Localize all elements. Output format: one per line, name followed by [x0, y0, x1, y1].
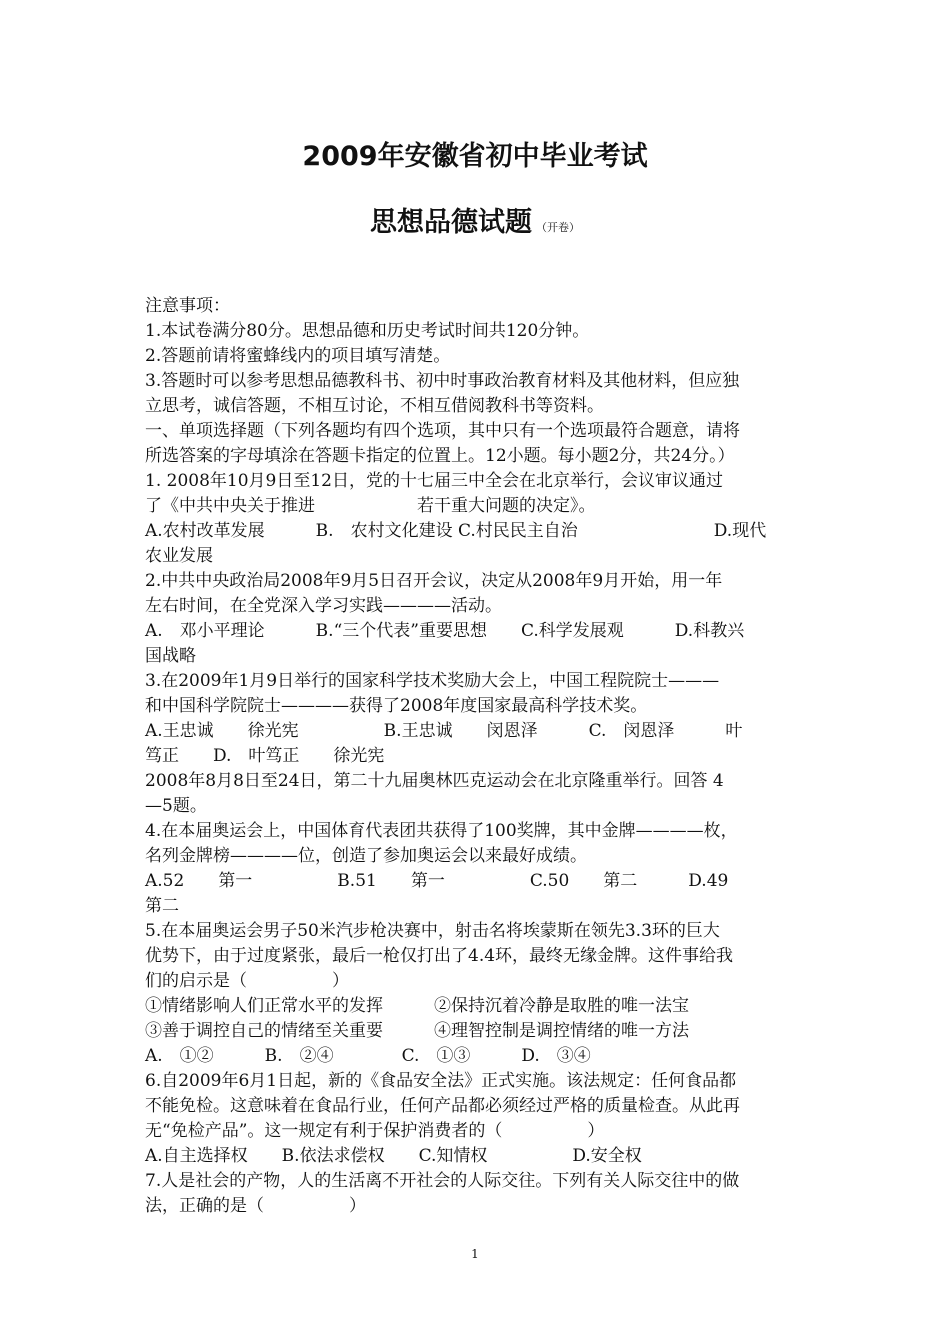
text-line: 4.在本届奥运会上，中国体育代表团共获得了100奖牌，其中金牌————枚， [145, 821, 738, 841]
statement-line: ③善于调控自己的情绪至关重要 ④理智控制是调控情绪的唯一方法 [145, 1021, 689, 1041]
exam-subtitle-row [0, 200, 950, 239]
text-line: 6.自2009年6月1日起，新的《食品安全法》正式实施。该法规定：任何食品都 [145, 1071, 737, 1091]
text-line: 5.在本届奥运会男子50米汽步枪决赛中，射击名将埃蒙斯在领先3.3环的巨大 [145, 921, 720, 941]
text-line: 了《中共中央关于推进 若干重大问题的决定》。 [145, 496, 596, 516]
text-line: 优势下，由于过度紧张，最后一枪仅打出了4.4环，最终无缘金牌。这件事给我 [145, 946, 734, 966]
text-line: 3.在2009年1月9日举行的国家科学技术奖励大会上，中国工程院院士——— [145, 671, 720, 691]
text-line: 们的启示是（ ） [145, 971, 349, 991]
text-line: 和中国科学院院士————获得了2008年度国家最高科学技术奖。 [145, 696, 648, 716]
text-line: 国战略 [145, 646, 196, 666]
text-line: 立思考，诚信答题，不相互讨论，不相互借阅教科书等资料。 [145, 396, 604, 416]
text-line: 名列金牌榜————位，创造了参加奥运会以来最好成绩。 [145, 846, 587, 866]
exam-subtitle: 思想品德试题 [370, 207, 532, 238]
text-line: 法，正确的是（ ） [145, 1196, 366, 1216]
text-line: 2.中共中央政治局2008年9月5日召开会议，决定从2008年9月开始，用一年 [145, 571, 723, 591]
text-line: 不能免检。这意味着在食品行业，任何产品都必须经过严格的质量检查。从此再 [145, 1096, 740, 1116]
text-line: 无“免检产品”。这一规定有利于保护消费者的（ ） [145, 1121, 605, 1141]
text-line: 7.人是社会的产物，人的生活离不开社会的人际交往。下列有关人际交往中的做 [145, 1171, 740, 1191]
text-line: 注意事项： [145, 296, 230, 316]
text-line: 农业发展 [145, 546, 213, 566]
text-line: 2008年8月8日至24日，第二十九届奥林匹克运动会在北京隆重举行。回答 4 [145, 771, 724, 791]
option-line: A. ①② B. ②④ C. ①③ D. ③④ [145, 1046, 591, 1066]
text-line: 1.本试卷满分80分。思想品德和历史考试时间共120分钟。 [145, 321, 590, 341]
text-line: 第二 [145, 896, 179, 916]
text-line: 左右时间，在全党深入学习实践————活动。 [145, 596, 502, 616]
text-line: 3.答题时可以参考思想品德教科书、初中时事政治教育材料及其他材料，但应独 [145, 371, 740, 391]
text-line: 一、单项选择题（下列各题均有四个选项，其中只有一个选项最符合题意，请将 [145, 421, 740, 441]
text-line: 2.答题前请将蜜蜂线内的项目填写清楚。 [145, 346, 451, 366]
option-line: A.52 第一 B.51 第一 C.50 第二 D.49 [145, 871, 729, 891]
statement-line: ①情绪影响人们正常水平的发挥 ②保持沉着冷静是取胜的唯一法宝 [145, 996, 689, 1016]
option-line: A.王忠诚 徐光宪 B.王忠诚 闵恩泽 C. 闵恩泽 叶 [145, 721, 743, 741]
exam-body [145, 294, 810, 1219]
option-line: A.农村改革发展 B. 农村文化建设 C.村民民主自治 D.现代 [145, 521, 767, 541]
option-line: 笃正 D. 叶笃正 徐光宪 [145, 746, 385, 766]
option-line: A. 邓小平理论 B.“三个代表”重要思想 C.科学发展观 D.科教兴 [145, 621, 745, 641]
exam-subtitle-note: （开卷） [536, 221, 580, 234]
text-line: —5题。 [145, 796, 207, 816]
page-number: 1 [471, 1247, 479, 1261]
text-line: 1. 2008年10月9日至12日，党的十七届三中全会在北京举行，会议审议通过 [145, 471, 723, 491]
exam-title: 2009年安徽省初中毕业考试 [302, 141, 648, 172]
text-line: 所选答案的字母填涂在答题卡指定的位置上。12小题。每小题2分，共24分。） [145, 446, 735, 466]
option-line: A.自主选择权 B.依法求偿权 C.知情权 D.安全权 [145, 1146, 642, 1166]
